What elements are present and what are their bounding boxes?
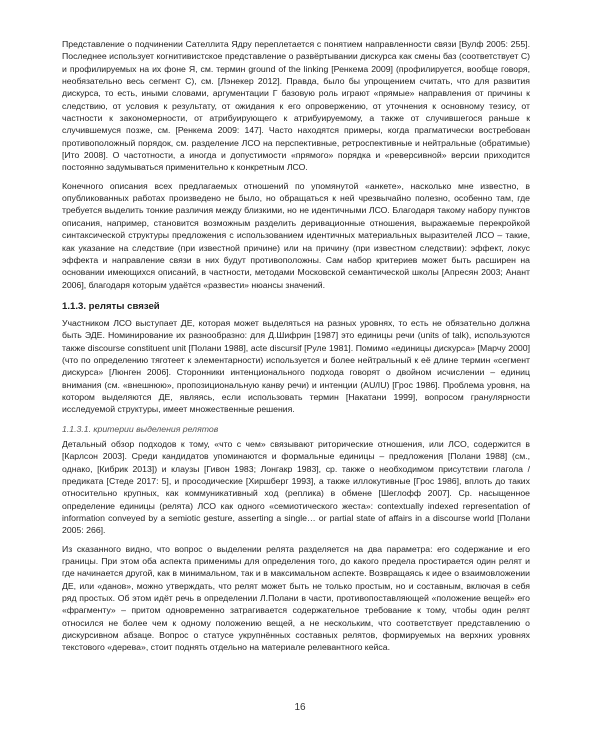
subsection-heading: 1.1.3.1. критерии выделения релятов	[62, 423, 219, 434]
paragraph: Представление о подчинении Сателлита Ядру переплетается с понятием направленности связи [Вулф 2005: 255]. Последнее использует когнитивистское представление о развёртывании дискурса как смены баз (соответствует C) и профилируемых на их фоне Я, см. термин ground of the linking [Ренкема 2009] (профилируется, вообще говоря, необязательно весь сегмент C), см. [Лэнекер 2012]. Правда, было бы упрощением считать, что для развития дискурса, то есть, иными словами, аргументации Г базовую роль играют «прямые» направления от причины к следствию, от условия к результату, от ожидания к его опровержению, от уточнения к основному тезису, от частности к закономерности, от атрибуирующего к атрибуируемому, а также от случившегося раньше к случившемуся позже, см. [Ренкема 2009: 147]. Часто находятся примеры, когда прагматически востребован противоположный порядок, см. разделение ЛСО на перспективные, ретроспективные и нейтральные (обратимые) [Ито 2008]. О частотности, а иногда и допустимости «прямого» порядка и «реверсивной» версии приходится постоянно задумываться применительно к конкретным ЛСО.	[62, 39, 530, 173]
page-body	[62, 38, 530, 654]
section-heading: 1.1.3. реляты связей	[62, 300, 160, 312]
paragraph: Конечного описания всех предлагаемых отношений по упомянутой «анкете», насколько мне известно, в опубликованных работах произведено не было, но обращаться к ней чрезвычайно полезно, особенно там, где требуется выделить тонкие различия между близкими, но не идентичными ЛСО. Благодаря такому набору пунктов описания, например, становится возможным разделить деривационные отношения, выражаемые перекройкой синтаксической структуры предложения с использованием идентичных материальных выразителей ЛСО – такие, как указание на следствие (при известной причине) или на причину (при известном следствии): эффект, локус эффекта и направление связи в них будут противоположны. Сам набор критериев может быть расширен на основании имеющихся описаний, в частности, методами Московской семантической школы [Апресян 2003; Анант 2006], благодаря которым удаётся «развести» нюансы значений.	[62, 180, 530, 290]
paragraph: Участником ЛСО выступает ДЕ, которая может выделяться на разных уровнях, то есть не обязательно должна быть ЭДЕ. Номинирование их разнообразно: для Д.Шифрин [1987] это единицы речи (units of talk), используются также discourse constituent unit [Полани 1988], acte discursif [Руле 1981]. Помимо «единицы дискурса» [Марчу 2000] (что по определению тяготеет к элементарности) используется и более нейтральный к её длине термин «сегмент дискурса» [Люнген 2006]. Сторонники интенционального подхода говорят о двойном исчислении – единиц внимания (см. «внешнюю», пропозициональную канву речи) и интенции (AU/IU) [Грос 1986]. Проблема уровня, на котором выделяются ДЕ, являясь, если использовать термин [Накатани 1999], вопросом гранулярности исследуемой структуры, имеет множественные решения.	[62, 317, 530, 415]
paragraph: Из сказанного видно, что вопрос о выделении релята разделяется на два параметра: его содержание и его границы. При этом оба аспекта применимы для определения того, до какого предела простирается один релят и где начинается другой, как в минимальном, так и в максимальном аспекте. Возвращаясь к идее о взаимовложении ДЕ, или «данов», можно утверждать, что релят может быть не только простым, но и составным, включая в себя ряд простых. Об этом идёт речь в определении Л.Полани в части, противопоставляющей «положение вещей» его «фрагменту» – притом одновременно затрагивается содержательное требование к тому, чтобы один релят относился не более чем к одному положению вещей, а не нескольким, что соответствует представлению о дискурсивном абзаце. Вопрос о статусе укрупнённых составных релятов, формируемых на верхних уровнях текстового «дерева», стоит поднять отдельно на материале релевантного кейса.	[62, 543, 530, 653]
paragraph: Детальный обзор подходов к тому, «что с чем» связывают риторические отношения, или ЛСО, содержится в [Карлсон 2003]. Среди кандидатов упоминаются и формальные единицы – предложения [Полани 1988] (см., однако, [Кибрик 2013]) и клаузы [Гивон 1983; Лонгакр 1983], ср. также о необходимом присутствии глагола / предиката [Стеде 2017: 5], и просодические [Хиршберг 1993], а также иллокутивные [Грос 1986], вплоть до таких относительно крупных, как коммуникативный ход (реплика) в обмене [Шеглофф 2007]. Ср. насыщенное определение единицы (релята) ЛСО как одного «семиотического жеста»: contextually indexed representation of information conveyed by a semiotic gesture, asserting a single… or partial state of affairs in a discourse world [Полани 2005: 266].	[62, 438, 530, 536]
page-number: 16	[294, 702, 306, 713]
